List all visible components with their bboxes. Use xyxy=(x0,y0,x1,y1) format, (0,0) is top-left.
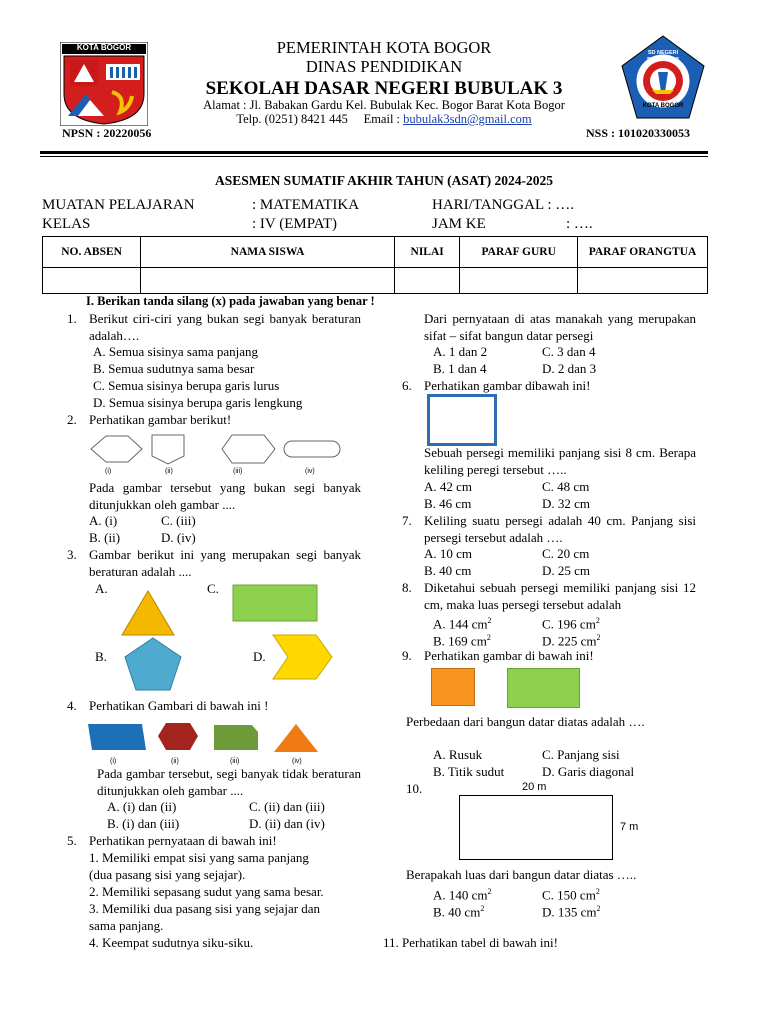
q10-option-d[interactable]: D. 135 $cm^2$ xyxy=(542,904,601,920)
q8-option-a[interactable]: A. 144 $cm^2$ xyxy=(433,616,492,632)
q2-option-c[interactable]: C. (iii) xyxy=(161,513,196,528)
q2-rounded-shape xyxy=(284,441,340,457)
q6-question: Sebuah persegi memiliki panjang sisi 8 cm. Berapa keliling peregi tersebut ….. xyxy=(424,445,696,477)
q2-label-ii: (ii) xyxy=(165,468,173,475)
th-nilai: NILAI xyxy=(394,237,459,268)
header-line2: DINAS PENDIDIKAN xyxy=(305,57,463,76)
q7-option-b[interactable]: B. 40 cm xyxy=(424,563,472,578)
q10-rectangle-figure xyxy=(459,795,613,860)
subject-value: : MATEMATIKA xyxy=(252,197,360,213)
q8-option-d[interactable]: D. 225 $cm^2$ xyxy=(542,633,601,649)
cell-nilai[interactable] xyxy=(394,268,459,294)
q6-text: Perhatikan gambar dibawah ini! xyxy=(424,378,591,393)
q4-blue-quad-shape xyxy=(88,724,146,750)
q3-rectangle-shape[interactable] xyxy=(232,584,320,624)
q2-hexagon-shape xyxy=(222,435,275,463)
q5-option-d[interactable]: D. 2 dan 3 xyxy=(542,361,597,376)
q4-number: 4. xyxy=(67,698,77,713)
q5-statement-2: 2. Memiliki sepasang sudut yang sama besar. xyxy=(89,884,324,899)
hour-value: : …. xyxy=(566,216,593,232)
cell-paraf-orangtua[interactable] xyxy=(578,268,708,294)
q9-option-d[interactable]: D. Garis diagonal xyxy=(542,764,635,779)
q3-text: Gambar berikut ini yang merupakan segi banyak beraturan adalah .... xyxy=(89,547,361,579)
q4-option-b[interactable]: B. (i) dan (iii) xyxy=(107,816,180,831)
header-rule-thick xyxy=(40,151,708,154)
q4-text: Perhatikan Gambari di bawah ini ! xyxy=(89,698,269,713)
exam-title: ASESMEN SUMATIF AKHIR TAHUN (ASAT) 2024-2025 xyxy=(215,173,553,188)
q6-option-c[interactable]: C. 48 cm xyxy=(542,479,590,494)
yellow-chevron xyxy=(273,635,332,679)
right-logo xyxy=(618,34,708,122)
q3-label-d: D. xyxy=(253,649,266,664)
q9-option-b[interactable]: B. Titik sudut xyxy=(433,764,505,779)
green-rectangle xyxy=(233,585,317,621)
class-label: KELAS xyxy=(42,216,91,232)
q10-height-label: 7 m xyxy=(620,821,639,833)
q4-red-hexagon-shape xyxy=(158,723,198,750)
q2-label-iii: (iii) xyxy=(233,468,243,475)
cell-paraf-guru[interactable] xyxy=(460,268,578,294)
student-info-table xyxy=(42,236,708,294)
q2-shapes-figure xyxy=(86,432,346,466)
q10-width-label: 20 m xyxy=(522,781,547,793)
q6-square-figure xyxy=(427,394,497,446)
q6-option-b[interactable]: B. 46 cm xyxy=(424,496,472,511)
q3-pentagon-shape[interactable] xyxy=(122,636,184,692)
q1-option-c[interactable]: C. Semua sisinya berupa garis lurus xyxy=(93,378,280,393)
q1-option-b[interactable]: B. Semua sudutnya sama besar xyxy=(93,361,255,376)
q11-text: 11. Perhatikan tabel di bawah ini! xyxy=(383,935,558,950)
q5-continuation: Dari pernyataan di atas manakah yang merupakan sifat – sifat bangun datar persegi xyxy=(424,311,696,343)
q4-label-i: (i) xyxy=(110,758,117,765)
q2-rhombus-shape xyxy=(91,436,142,462)
right-logo-bottom-text: KOTA BOGOR xyxy=(642,103,684,109)
q2-pentagon-shape xyxy=(152,435,184,464)
header-rule-thin xyxy=(40,156,708,157)
q4-option-c[interactable]: C. (ii) dan (iii) xyxy=(249,799,325,814)
blue-pentagon xyxy=(125,638,181,690)
q2-label-iv: (iv) xyxy=(305,468,315,475)
q3-label-a: A. xyxy=(95,581,108,596)
q8-option-b[interactable]: B. 169 $cm^2$ xyxy=(433,633,491,649)
q8-option-c[interactable]: C. 196 $cm^2$ xyxy=(542,616,600,632)
q7-text: Keliling suatu persegi adalah 40 cm. Panjang sisi persegi tersebut adalah …. xyxy=(424,513,696,545)
hour-label: JAM KE xyxy=(432,216,486,232)
q9-option-a[interactable]: A. Rusuk xyxy=(433,747,483,762)
q3-arrow-shape[interactable] xyxy=(270,632,336,682)
q3-label-c: C. xyxy=(207,581,219,596)
q5-number: 5. xyxy=(67,833,77,848)
q2-number: 2. xyxy=(67,412,77,427)
q4-label-iii: (iii) xyxy=(230,758,240,765)
instruction: I. Berikan tanda silang (x) pada jawaban yang benar ! xyxy=(86,294,375,308)
q5-statement-4: 4. Keempat sudutnya siku-siku. xyxy=(89,935,254,950)
q7-option-c[interactable]: C. 20 cm xyxy=(542,546,590,561)
left-logo-text: KOTA BOGOR xyxy=(76,43,132,52)
q8-number: 8. xyxy=(402,580,412,595)
q4-olive-shape xyxy=(214,725,258,750)
q5-statement-1b: (dua pasang sisi yang sejajar). xyxy=(89,867,246,882)
q9-text: Perhatikan gambar di bawah ini! xyxy=(424,648,594,663)
q10-option-c[interactable]: C. 150 $cm^2$ xyxy=(542,887,600,903)
q9-green-rectangle-figure xyxy=(507,668,580,708)
q8-text: Diketahui sebuah persegi memiliki panjang sisi 12 cm, maka luas persegi tersebut adalah xyxy=(424,580,696,612)
q4-shapes-figure xyxy=(86,720,326,754)
q5-text: Perhatikan pernyataan di bawah ini! xyxy=(89,833,277,848)
nss: NSS : 101020330053 xyxy=(586,126,691,140)
q5-option-a[interactable]: A. 1 dan 2 xyxy=(433,344,488,359)
header-line1: PEMERINTAH KOTA BOGOR xyxy=(276,38,492,57)
q2-question: Pada gambar tersebut yang bukan segi banyak ditunjukkan oleh gambar .... xyxy=(89,480,361,512)
q9-orange-square-figure xyxy=(431,668,475,706)
th-nama-siswa: NAMA SISWA xyxy=(141,237,395,268)
right-logo-top-text: SD NEGERI BUBULAK 3 xyxy=(647,50,679,63)
school-name: SEKOLAH DASAR NEGERI BUBULAK 3 xyxy=(205,78,563,99)
q3-triangle-shape[interactable] xyxy=(118,588,178,638)
q10-option-b[interactable]: B. 40 $cm^2$ xyxy=(433,904,485,920)
q2-label-i: (i) xyxy=(105,468,112,475)
q6-option-d[interactable]: D. 32 cm xyxy=(542,496,591,511)
q6-number: 6. xyxy=(402,378,412,393)
q2-option-a[interactable]: A. (i) xyxy=(89,513,118,528)
q4-question: Pada gambar tersebut, segi banyak tidak beraturan ditunjukkan oleh gambar .... xyxy=(97,766,361,798)
q1-option-d[interactable]: D. Semua sisinya berupa garis lengkung xyxy=(93,395,303,410)
q2-option-d[interactable]: D. (iv) xyxy=(161,530,196,545)
q10-option-a[interactable]: A. 140 $cm^2$ xyxy=(433,887,492,903)
q4-label-iv: (iv) xyxy=(292,758,302,765)
cell-no-absen[interactable] xyxy=(43,268,141,294)
q1-option-a[interactable]: A. Semua sisinya sama panjang xyxy=(93,344,258,359)
school-address: Alamat : Jl. Babakan Gardu Kel. Bubulak Kec. Bogor Barat Kota Bogor xyxy=(203,98,565,112)
q4-option-d[interactable]: D. (ii) dan (iv) xyxy=(249,816,325,831)
yellow-triangle xyxy=(122,591,174,635)
q5-statement-1: 1. Memiliki empat sisi yang sama panjang xyxy=(89,850,309,865)
q7-option-a[interactable]: A. 10 cm xyxy=(424,546,473,561)
q5-option-c[interactable]: C. 3 dan 4 xyxy=(542,344,596,359)
q10-number: 10. xyxy=(406,781,423,796)
q9-number: 9. xyxy=(402,648,412,663)
q9-option-c[interactable]: C. Panjang sisi xyxy=(542,747,620,762)
q7-number: 7. xyxy=(402,513,412,528)
q6-option-a[interactable]: A. 42 cm xyxy=(424,479,473,494)
q4-option-a[interactable]: A. (i) dan (ii) xyxy=(107,799,177,814)
q10-question: Berapakah luas dari bangun datar diatas ….. xyxy=(406,867,637,882)
q2-option-b[interactable]: B. (ii) xyxy=(89,530,121,545)
q7-option-d[interactable]: D. 25 cm xyxy=(542,563,591,578)
email-link[interactable]: bubulak3sdn@gmail.com xyxy=(403,112,532,126)
phone: Telp. (0251) 8421 445 xyxy=(236,112,348,126)
email-label: Email : xyxy=(363,112,401,126)
q5-statement-3: 3. Memiliki dua pasang sisi yang sejajar dan xyxy=(89,901,321,916)
q1-text: Berikut ciri-ciri yang bukan segi banyak beraturan adalah…. xyxy=(89,311,361,343)
th-paraf-orangtua: PARAF ORANGTUA xyxy=(578,237,708,268)
q2-text: Perhatikan gambar berikut! xyxy=(89,412,232,427)
q4-orange-triangle-shape xyxy=(274,724,318,752)
q5-option-b[interactable]: B. 1 dan 4 xyxy=(433,361,487,376)
subject-label: MUATAN PELAJARAN xyxy=(42,197,195,213)
q1-number: 1. xyxy=(67,311,77,326)
q4-label-ii: (ii) xyxy=(171,758,179,765)
npsn: NPSN : 20220056 xyxy=(62,126,152,140)
th-paraf-guru: PARAF GURU xyxy=(460,237,578,268)
class-value: : IV (EMPAT) xyxy=(252,216,338,232)
q3-label-b: B. xyxy=(95,649,107,664)
cell-nama-siswa[interactable] xyxy=(141,268,395,294)
q9-question: Perbedaan dari bangun datar diatas adalah …. xyxy=(406,714,645,729)
q5-statement-3b: sama panjang. xyxy=(89,918,164,933)
q3-number: 3. xyxy=(67,547,77,562)
th-no-absen: NO. ABSEN xyxy=(43,237,141,268)
day-date-label: HARI/TANGGAL : …. xyxy=(432,197,574,213)
